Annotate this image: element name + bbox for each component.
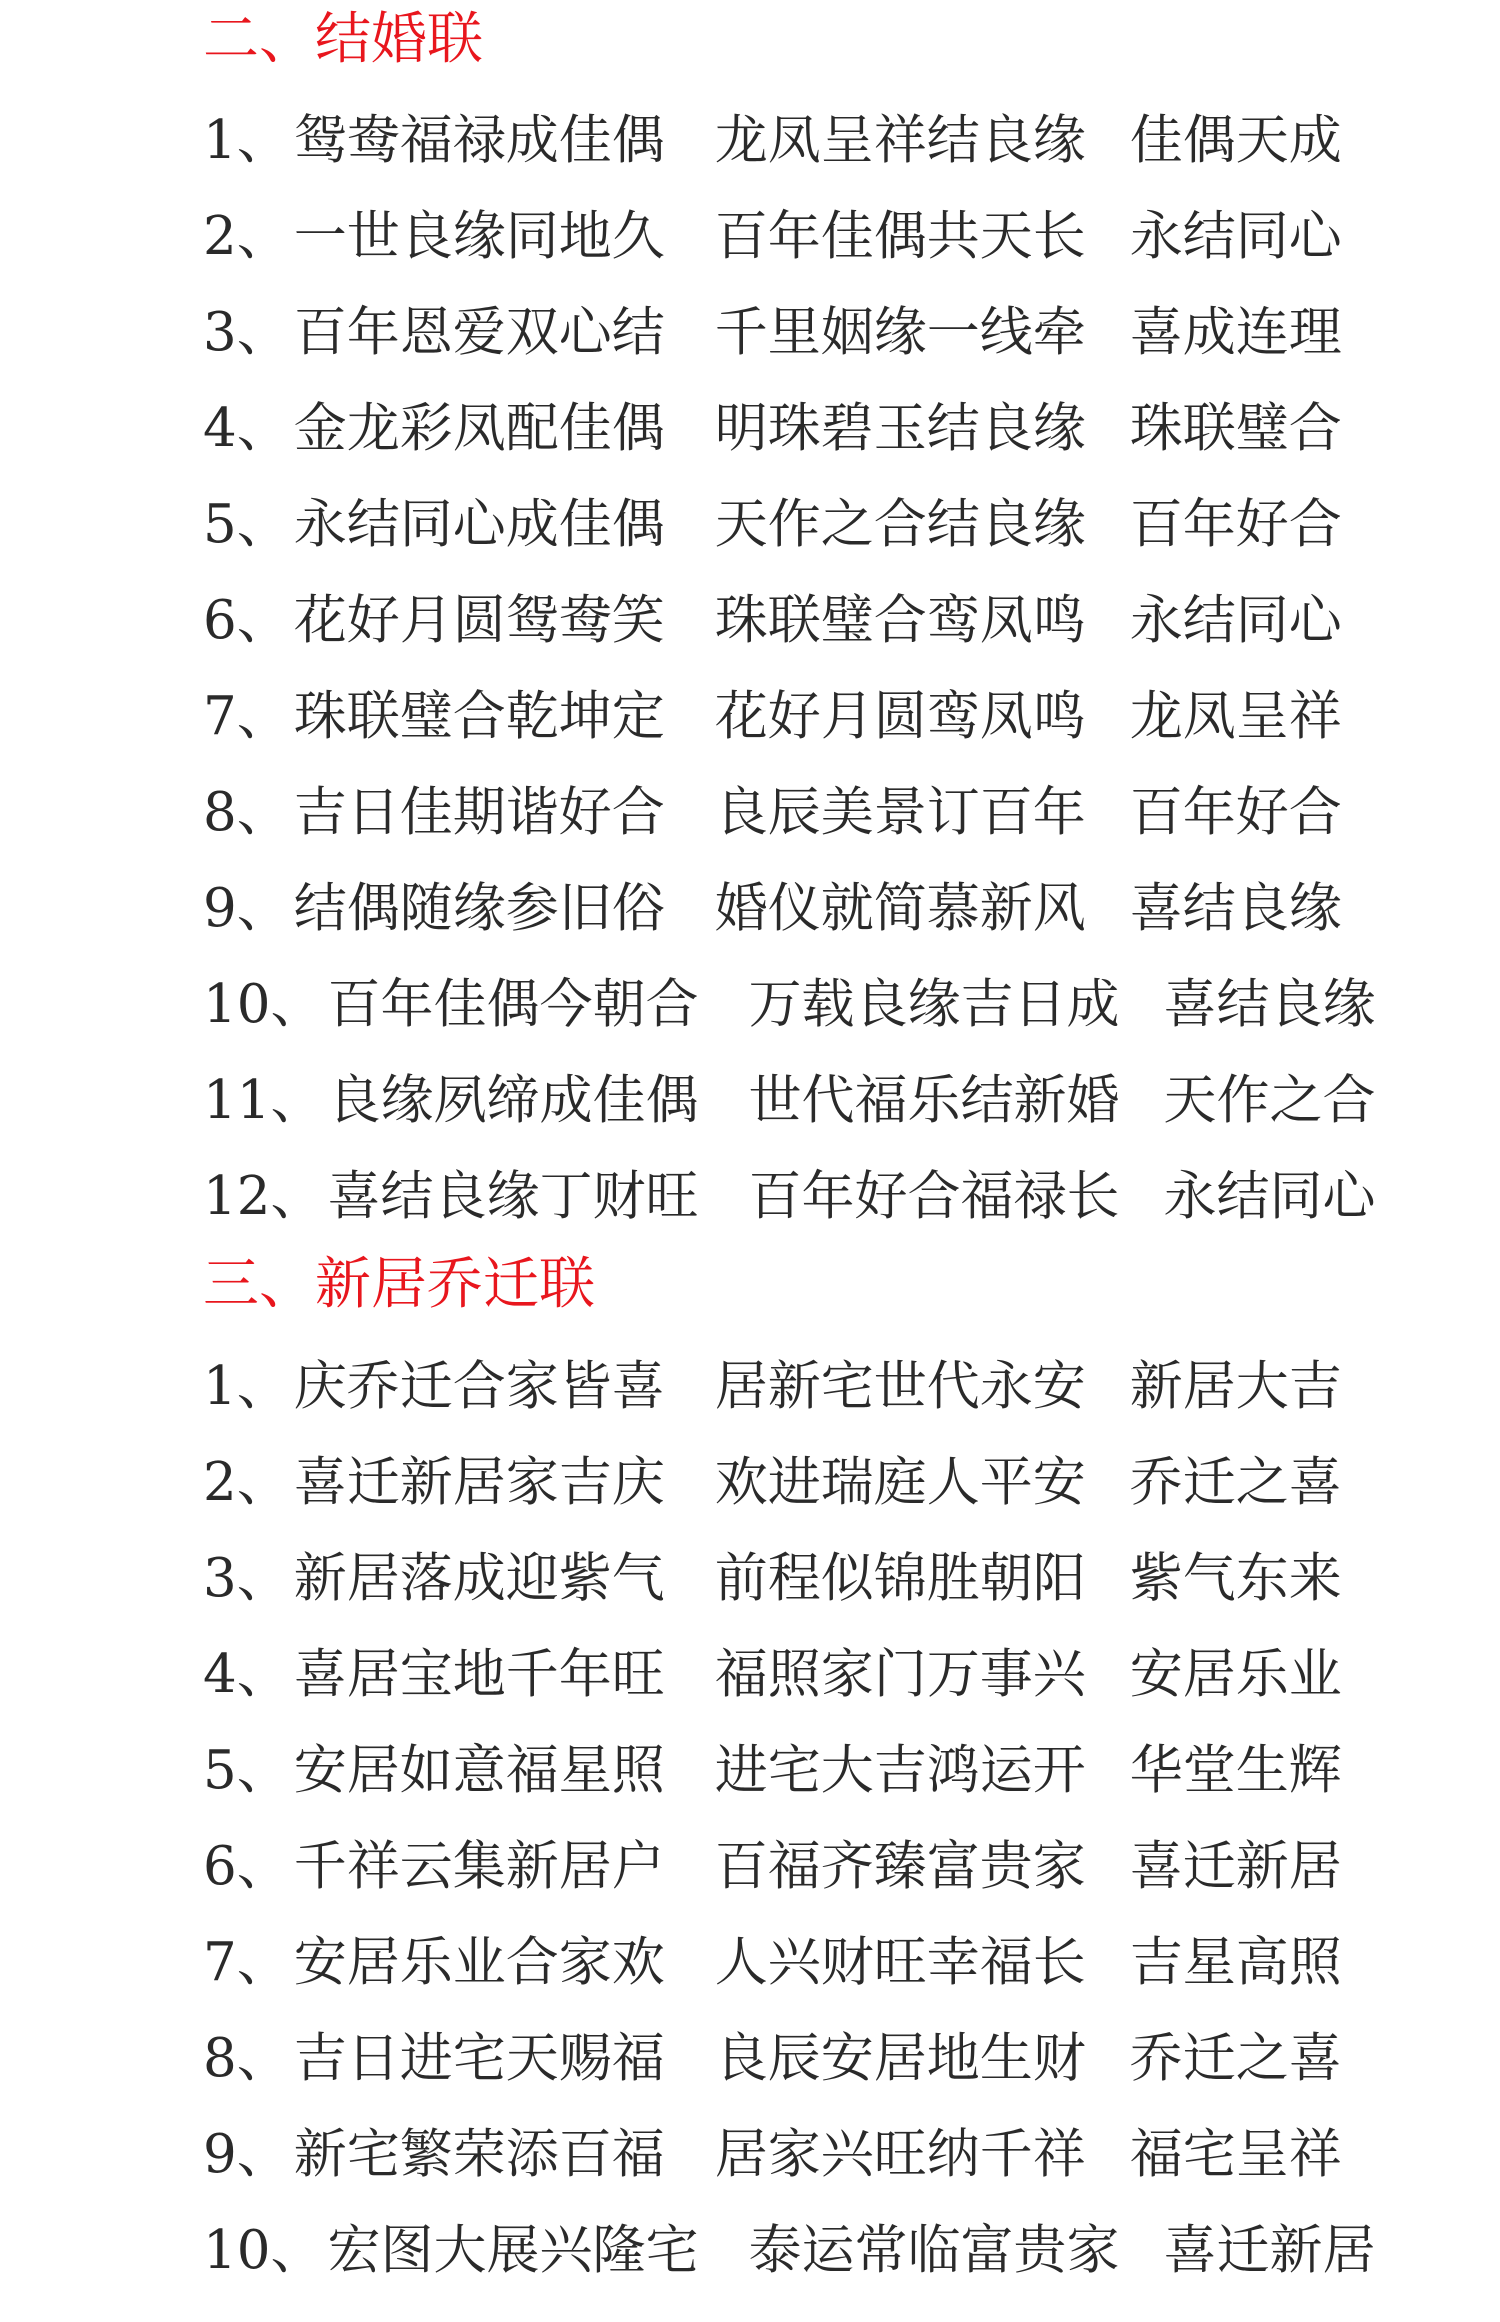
list-item bbox=[203, 1148, 1375, 1244]
first-line: 宏图大展兴隆宅 bbox=[327, 2219, 699, 2281]
first-line: 结偶随缘参旧俗 bbox=[293, 877, 665, 939]
first-line: 百年恩爱双心结 bbox=[293, 301, 665, 363]
list-item bbox=[203, 668, 1342, 764]
first-line: 一世良缘同地久 bbox=[293, 205, 665, 267]
banner: 天作之合 bbox=[1163, 1069, 1376, 1131]
banner: 百年好合 bbox=[1129, 493, 1342, 555]
item-number: 6、 bbox=[203, 1835, 290, 1897]
item-number: 4、 bbox=[203, 1643, 290, 1705]
section-title-housewarming: 三、新居乔迁联 bbox=[203, 1252, 595, 1317]
first-line: 喜迁新居家吉庆 bbox=[293, 1451, 665, 1513]
banner: 华堂生辉 bbox=[1129, 1739, 1342, 1801]
list-item bbox=[203, 1530, 1342, 1626]
item-number: 4、 bbox=[203, 397, 290, 459]
item-number: 7、 bbox=[203, 1931, 290, 1993]
item-number: 2、 bbox=[203, 1451, 290, 1513]
first-line: 吉日佳期谐好合 bbox=[293, 781, 665, 843]
first-line: 新宅繁荣添百福 bbox=[293, 2123, 665, 2185]
second-line: 百福齐臻富贵家 bbox=[714, 1835, 1086, 1897]
list-item bbox=[203, 188, 1342, 284]
banner: 百年好合 bbox=[1129, 781, 1342, 843]
list-item bbox=[203, 572, 1342, 668]
banner: 福宅呈祥 bbox=[1129, 2123, 1342, 2185]
first-line: 百年佳偶今朝合 bbox=[327, 973, 699, 1035]
second-line: 百年佳偶共天长 bbox=[714, 205, 1086, 267]
banner: 永结同心 bbox=[1129, 205, 1342, 267]
section-title-wedding: 二、结婚联 bbox=[203, 7, 483, 72]
list-item bbox=[203, 1052, 1375, 1148]
item-number: 11、 bbox=[203, 1069, 324, 1131]
banner: 珠联璧合 bbox=[1129, 397, 1342, 459]
item-number: 7、 bbox=[203, 685, 290, 747]
second-line: 龙凤呈祥结良缘 bbox=[714, 109, 1086, 171]
banner: 喜迁新居 bbox=[1129, 1835, 1342, 1897]
list-item bbox=[203, 2106, 1342, 2202]
item-number: 3、 bbox=[203, 1547, 290, 1609]
second-line: 良辰美景订百年 bbox=[714, 781, 1086, 843]
item-number: 9、 bbox=[203, 2123, 290, 2185]
item-number: 5、 bbox=[203, 1739, 290, 1801]
second-line: 泰运常临富贵家 bbox=[748, 2219, 1120, 2281]
list-item bbox=[203, 1722, 1342, 1818]
list-item bbox=[203, 476, 1342, 572]
first-line: 新居落成迎紫气 bbox=[293, 1547, 665, 1609]
banner: 佳偶天成 bbox=[1129, 109, 1342, 171]
first-line: 永结同心成佳偶 bbox=[293, 493, 665, 555]
second-line: 婚仪就简慕新风 bbox=[714, 877, 1086, 939]
banner: 乔迁之喜 bbox=[1129, 1451, 1342, 1513]
first-line: 安居如意福星照 bbox=[293, 1739, 665, 1801]
banner: 永结同心 bbox=[1163, 1165, 1376, 1227]
second-line: 良辰安居地生财 bbox=[714, 2027, 1086, 2089]
list-item bbox=[203, 2010, 1342, 2106]
second-line: 居家兴旺纳千祥 bbox=[714, 2123, 1086, 2185]
second-line: 人兴财旺幸福长 bbox=[714, 1931, 1086, 1993]
banner: 喜结良缘 bbox=[1163, 973, 1376, 1035]
first-line: 千祥云集新居户 bbox=[293, 1835, 665, 1897]
banner: 喜结良缘 bbox=[1129, 877, 1342, 939]
banner: 龙凤呈祥 bbox=[1129, 685, 1342, 747]
second-line: 前程似锦胜朝阳 bbox=[714, 1547, 1086, 1609]
list-item bbox=[203, 92, 1342, 188]
item-number: 1、 bbox=[203, 1355, 290, 1417]
banner: 喜成连理 bbox=[1129, 301, 1342, 363]
item-number: 3、 bbox=[203, 301, 290, 363]
first-line: 鸳鸯福禄成佳偶 bbox=[293, 109, 665, 171]
first-line: 安居乐业合家欢 bbox=[293, 1931, 665, 1993]
banner: 安居乐业 bbox=[1129, 1643, 1342, 1705]
second-line: 世代福乐结新婚 bbox=[748, 1069, 1120, 1131]
list-item bbox=[203, 1338, 1342, 1434]
first-line: 金龙彩凤配佳偶 bbox=[293, 397, 665, 459]
item-number: 10、 bbox=[203, 2219, 324, 2281]
first-line: 吉日进宅天赐福 bbox=[293, 2027, 665, 2089]
item-number: 10、 bbox=[203, 973, 324, 1035]
item-number: 9、 bbox=[203, 877, 290, 939]
second-line: 明珠碧玉结良缘 bbox=[714, 397, 1086, 459]
second-line: 天作之合结良缘 bbox=[714, 493, 1086, 555]
first-line: 珠联璧合乾坤定 bbox=[293, 685, 665, 747]
second-line: 百年好合福禄长 bbox=[748, 1165, 1120, 1227]
second-line: 万载良缘吉日成 bbox=[748, 973, 1120, 1035]
first-line: 花好月圆鸳鸯笑 bbox=[293, 589, 665, 651]
list-item bbox=[203, 1434, 1342, 1530]
second-line: 居新宅世代永安 bbox=[714, 1355, 1086, 1417]
first-line: 喜结良缘丁财旺 bbox=[327, 1165, 699, 1227]
item-number: 12、 bbox=[203, 1165, 324, 1227]
list-item bbox=[203, 956, 1375, 1052]
first-line: 庆乔迁合家皆喜 bbox=[293, 1355, 665, 1417]
item-number: 2、 bbox=[203, 205, 290, 267]
second-line: 千里姻缘一线牵 bbox=[714, 301, 1086, 363]
banner: 喜迁新居 bbox=[1163, 2219, 1376, 2281]
list-item bbox=[203, 764, 1342, 860]
list-item bbox=[203, 380, 1342, 476]
banner: 永结同心 bbox=[1129, 589, 1342, 651]
first-line: 良缘夙缔成佳偶 bbox=[327, 1069, 699, 1131]
list-item bbox=[203, 1914, 1342, 2010]
second-line: 进宅大吉鸿运开 bbox=[714, 1739, 1086, 1801]
second-line: 福照家门万事兴 bbox=[714, 1643, 1086, 1705]
banner: 新居大吉 bbox=[1129, 1355, 1342, 1417]
item-number: 6、 bbox=[203, 589, 290, 651]
list-item bbox=[203, 860, 1342, 956]
list-item bbox=[203, 1818, 1342, 1914]
list-item bbox=[203, 1626, 1342, 1722]
banner: 紫气东来 bbox=[1129, 1547, 1342, 1609]
list-item bbox=[203, 284, 1342, 380]
second-line: 珠联璧合鸾凤鸣 bbox=[714, 589, 1086, 651]
banner: 乔迁之喜 bbox=[1129, 2027, 1342, 2089]
item-number: 8、 bbox=[203, 781, 290, 843]
list-item bbox=[203, 2202, 1375, 2298]
item-number: 1、 bbox=[203, 109, 290, 171]
second-line: 花好月圆鸾凤鸣 bbox=[714, 685, 1086, 747]
item-number: 8、 bbox=[203, 2027, 290, 2089]
item-number: 5、 bbox=[203, 493, 290, 555]
second-line: 欢进瑞庭人平安 bbox=[714, 1451, 1086, 1513]
banner: 吉星高照 bbox=[1129, 1931, 1342, 1993]
first-line: 喜居宝地千年旺 bbox=[293, 1643, 665, 1705]
